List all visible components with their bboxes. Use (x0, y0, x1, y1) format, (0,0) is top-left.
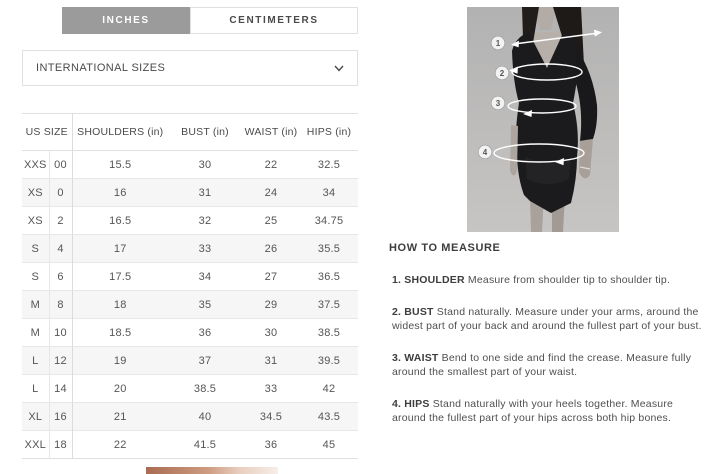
svg-text:4: 4 (482, 148, 488, 157)
size-cell: XS (22, 207, 49, 235)
size-cell: XS (22, 179, 49, 207)
waist-cell: 33 (242, 375, 300, 403)
svg-text:3: 3 (495, 99, 501, 108)
table-row (22, 263, 358, 291)
waist-cell: 36 (242, 431, 300, 459)
how-to-measure-title: HOW TO MEASURE (389, 242, 501, 254)
waist-cell: 31 (242, 347, 300, 375)
column-header-shoulders: SHOULDERS (in) (72, 114, 168, 151)
waist-cell: 34.5 (242, 403, 300, 431)
size-cell: M (22, 319, 49, 347)
measure-step: 2. BUST Stand naturally. Measure under your arms, around the widest part of your back and around the fullest part of your bust. (392, 305, 702, 332)
measure-step: 1. SHOULDER Measure from shoulder tip to shoulder tip. (392, 274, 671, 286)
bust-cell: 33 (168, 235, 242, 263)
shoulders-cell: 16 (72, 179, 168, 207)
num-cell: 12 (49, 347, 72, 375)
measure-step-label: 4. HIPS (392, 397, 430, 410)
tab-centimeters[interactable]: CENTIMETERS (190, 7, 358, 34)
chevron-down-icon (334, 65, 344, 72)
model-figure-graphic (467, 7, 619, 232)
marker-4-badge (478, 145, 492, 159)
measure-step: 3. WAIST Bend to one side and find the crease. Measure fully around the smallest part of your waist. (392, 351, 692, 378)
svg-text:1: 1 (495, 39, 501, 48)
num-cell: 14 (49, 375, 72, 403)
size-table (22, 113, 358, 459)
shoulders-cell: 21 (72, 403, 168, 431)
waist-cell: 27 (242, 263, 300, 291)
num-cell: 16 (49, 403, 72, 431)
hips-cell: 34 (300, 179, 358, 207)
measure-step-label: 2. BUST (392, 305, 434, 318)
num-cell: 10 (49, 319, 72, 347)
size-cell: XXS (22, 151, 49, 179)
bust-cell: 30 (168, 151, 242, 179)
num-cell: 00 (49, 151, 72, 179)
size-cell: L (22, 347, 49, 375)
table-row (22, 375, 358, 403)
table-row (22, 207, 358, 235)
hips-cell: 34.75 (300, 207, 358, 235)
marker-1-badge (491, 36, 505, 50)
waist-cell: 25 (242, 207, 300, 235)
measure-step-label: 3. WAIST (392, 351, 439, 364)
waist-cell: 24 (242, 179, 300, 207)
bust-cell: 40 (168, 403, 242, 431)
hips-cell: 32.5 (300, 151, 358, 179)
size-cell: S (22, 263, 49, 291)
bust-cell: 32 (168, 207, 242, 235)
column-header-hips: HIPS (in) (300, 114, 358, 151)
column-header-waist: WAIST (in) (242, 114, 300, 151)
hips-cell: 37.5 (300, 291, 358, 319)
shoulders-cell: 18 (72, 291, 168, 319)
table-header-row (22, 114, 358, 151)
shoulders-cell: 18.5 (72, 319, 168, 347)
bust-cell: 34 (168, 263, 242, 291)
hips-cell: 38.5 (300, 319, 358, 347)
how-to-measure-section (389, 242, 705, 443)
measure-step: 4. HIPS Stand naturally with your heels together. Measure around the fullest part of your hips across both hip bones. (392, 397, 674, 424)
table-row (22, 319, 358, 347)
waist-cell: 26 (242, 235, 300, 263)
measure-step-label: 1. SHOULDER (392, 274, 465, 286)
bust-cell: 37 (168, 347, 242, 375)
num-cell: 4 (49, 235, 72, 263)
tab-inches[interactable]: INCHES (62, 7, 190, 34)
table-row (22, 403, 358, 431)
size-cell: XXL (22, 431, 49, 459)
size-cell: M (22, 291, 49, 319)
international-sizes-dropdown[interactable] (22, 50, 358, 86)
hips-cell: 35.5 (300, 235, 358, 263)
shoulders-cell: 17 (72, 235, 168, 263)
bust-cell: 41.5 (168, 431, 242, 459)
hips-cell: 36.5 (300, 263, 358, 291)
bust-cell: 35 (168, 291, 242, 319)
table-row (22, 179, 358, 207)
hips-cell: 43.5 (300, 403, 358, 431)
model-left-arm (510, 125, 518, 176)
shoulders-cell: 17.5 (72, 263, 168, 291)
waist-cell: 22 (242, 151, 300, 179)
waist-cell: 30 (242, 319, 300, 347)
hips-cell: 45 (300, 431, 358, 459)
shoulders-cell: 16.5 (72, 207, 168, 235)
num-cell: 0 (49, 179, 72, 207)
shoulders-cell: 15.5 (72, 151, 168, 179)
column-header-bust: BUST (in) (168, 114, 242, 151)
measure-steps (389, 273, 705, 426)
column-header-us-size: US SIZE (22, 114, 72, 151)
partial-next-image (146, 467, 278, 474)
table-row (22, 235, 358, 263)
unit-tabs (62, 7, 358, 34)
table-row (22, 431, 358, 459)
size-cell: S (22, 235, 49, 263)
hips-cell: 42 (300, 375, 358, 403)
num-cell: 18 (49, 431, 72, 459)
bust-cell: 36 (168, 319, 242, 347)
measurement-model-image (467, 7, 619, 232)
hips-cell: 39.5 (300, 347, 358, 375)
table-row (22, 291, 358, 319)
num-cell: 8 (49, 291, 72, 319)
svg-text:2: 2 (499, 69, 505, 78)
size-cell: XL (22, 403, 49, 431)
shoulders-cell: 22 (72, 431, 168, 459)
waist-cell: 29 (242, 291, 300, 319)
num-cell: 2 (49, 207, 72, 235)
marker-3-badge (491, 96, 505, 110)
dropdown-label: INTERNATIONAL SIZES (36, 62, 166, 74)
shoulders-cell: 19 (72, 347, 168, 375)
bust-cell: 38.5 (168, 375, 242, 403)
size-table-body (22, 151, 358, 459)
table-row (22, 151, 358, 179)
bust-cell: 31 (168, 179, 242, 207)
marker-2-badge (495, 66, 509, 80)
table-row (22, 347, 358, 375)
num-cell: 6 (49, 263, 72, 291)
shoulders-cell: 20 (72, 375, 168, 403)
size-cell: L (22, 375, 49, 403)
